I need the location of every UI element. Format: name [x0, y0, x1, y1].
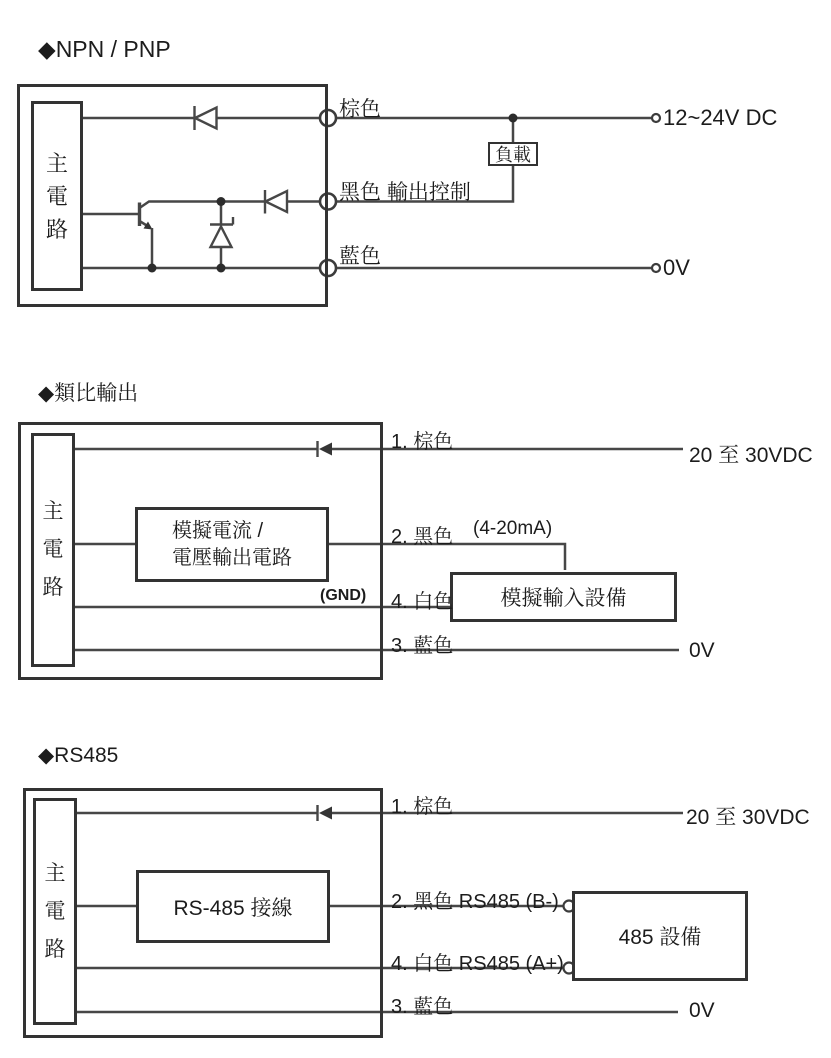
wire-label-3-blue: 3. 藍色	[391, 635, 454, 657]
rs485-main-circuit-box	[33, 798, 77, 1025]
wire-label-blue: 藍色	[339, 245, 381, 268]
current-range-note: (4-20mA)	[473, 518, 553, 539]
analog-output-circuit-label	[172, 518, 292, 572]
gnd-note: (GND)	[320, 587, 367, 604]
ground-label-npn: 0V	[663, 255, 690, 280]
rs485-wiring-box	[136, 870, 330, 943]
analog-output-circuit-box	[135, 507, 329, 582]
ground-terminal-circle	[652, 264, 660, 272]
analog-main-circuit-box	[31, 433, 75, 667]
analog-output-circuit-line2: 電壓輸出電路	[172, 546, 292, 569]
wire-label-4-white-rs485: 4. 白色 RS485 (A+)	[391, 953, 564, 975]
load-label: 負載	[495, 145, 531, 165]
rs485-wiring-label: RS-485 接線	[173, 896, 293, 920]
section-title-npn: ◆NPN / PNP	[38, 36, 171, 62]
wire-label-4-white: 4. 白色	[391, 591, 454, 613]
wire-label-3-blue-rs485: 3. 藍色	[391, 996, 454, 1018]
wire-label-1-brown-rs485: 1. 棕色	[391, 796, 454, 818]
load-box	[488, 142, 538, 166]
wire-label-1-brown: 1. 棕色	[391, 431, 454, 453]
rs485-device-box	[572, 891, 748, 981]
analog-input-device-label: 模擬輸入設備	[500, 587, 627, 610]
analog-output-circuit-line1: 模擬電流 /	[172, 519, 264, 542]
wire-label-2-black-rs485: 2. 黑色 RS485 (B-)	[391, 891, 559, 913]
ground-label-rs485: 0V	[689, 999, 715, 1022]
section-title-rs485: ◆RS485	[38, 744, 119, 767]
junction-dot	[509, 114, 518, 123]
main-circuit-label: 主電路	[44, 861, 66, 961]
supply-terminal-circle	[652, 114, 660, 122]
supply-label-rs485: 20 至 30VDC	[686, 806, 810, 829]
wire-label-black-output: 黑色 輸出控制	[339, 181, 471, 204]
section-title-analog: ◆類比輸出	[38, 382, 139, 405]
npn-main-circuit-box	[31, 101, 83, 291]
wire-label-2-black: 2. 黑色	[391, 526, 454, 548]
supply-label-npn: 12~24V DC	[663, 105, 778, 130]
main-circuit-label: 主電路	[45, 150, 68, 242]
main-circuit-label: 主電路	[42, 500, 64, 599]
ground-label-analog: 0V	[689, 639, 715, 662]
supply-label-analog: 20 至 30VDC	[689, 444, 813, 467]
rs485-device-label: 485 設備	[618, 926, 702, 949]
analog-input-device-box	[450, 572, 677, 622]
wire-label-brown: 棕色	[339, 98, 381, 121]
